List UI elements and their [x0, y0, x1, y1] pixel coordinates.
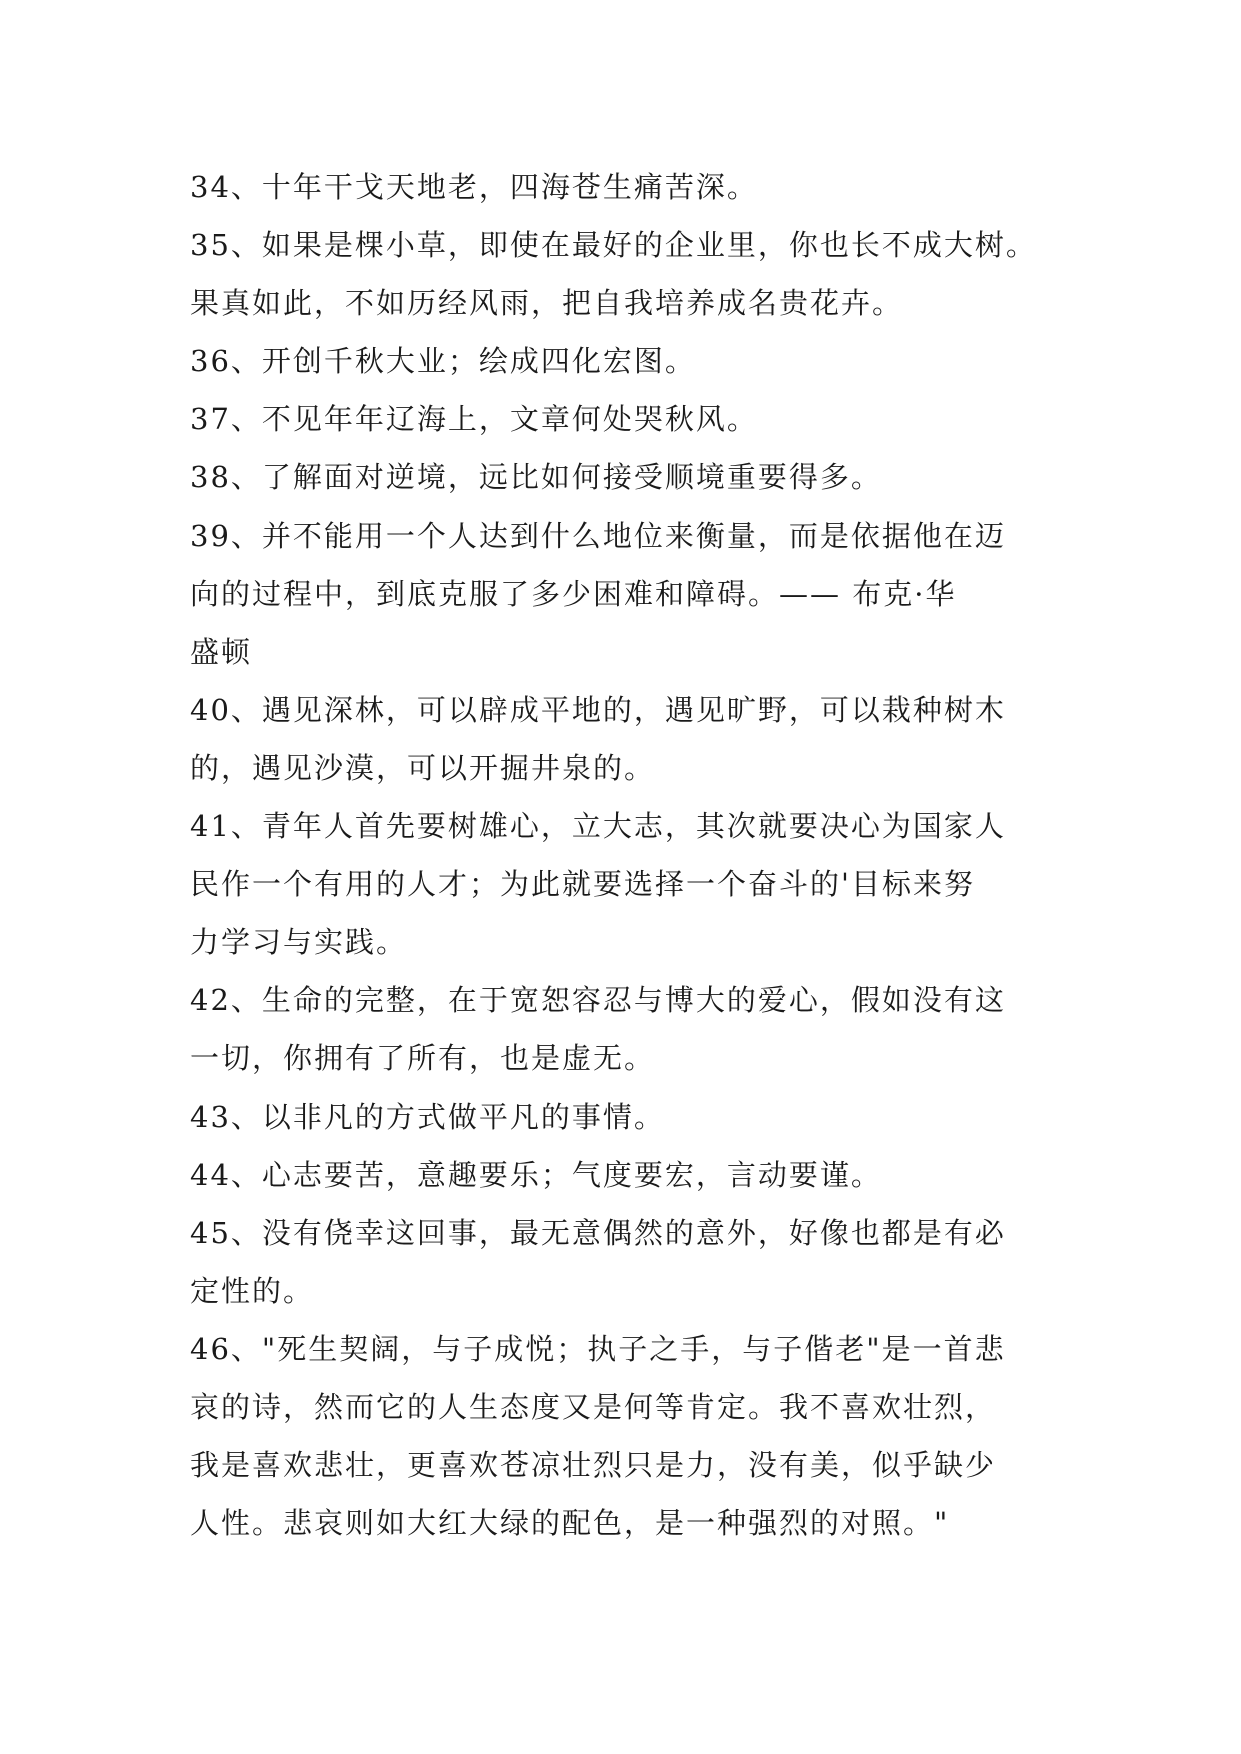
- text-line: 36、开创千秋大业；绘成四化宏图。: [190, 344, 696, 379]
- text-line: 46、"死生契阔，与子成悦；执子之手，与子偕老"是一首悲: [190, 1331, 1006, 1366]
- text-line: 向的过程中，到底克服了多少困难和障碍。—— 布克·华: [190, 576, 957, 611]
- text-line: 37、不见年年辽海上，文章何处哭秋风。: [190, 402, 758, 437]
- text-line: 35、如果是棵小草，即使在最好的企业里，你也长不成大树。: [190, 228, 1037, 263]
- text-line: 我是喜欢悲壮，更喜欢苍凉壮烈只是力，没有美，似乎缺少: [190, 1448, 997, 1483]
- text-line: 盛顿: [190, 634, 253, 669]
- text-line: 力学习与实践。: [190, 925, 408, 960]
- text-line: 38、了解面对逆境，远比如何接受顺境重要得多。: [190, 460, 882, 495]
- text-line: 人性。悲哀则如大红大绿的配色，是一种强烈的对照。": [190, 1506, 950, 1541]
- text-line: 45、没有侥幸这回事，最无意偶然的意外，好像也都是有必: [190, 1215, 1006, 1250]
- text-line: 哀的诗，然而它的人生态度又是何等肯定。我不喜欢壮烈，: [190, 1389, 997, 1424]
- text-line: 的，遇见沙漠，可以开掘井泉的。: [190, 750, 656, 785]
- text-line: 果真如此，不如历经风雨，把自我培养成名贵花卉。: [190, 286, 904, 321]
- text-line: 44、心志要苦，意趣要乐；气度要宏，言动要谨。: [190, 1157, 882, 1192]
- text-line: 39、并不能用一个人达到什么地位来衡量，而是依据他在迈: [190, 518, 1006, 553]
- text-line: 定性的。: [190, 1273, 315, 1308]
- text-line: 民作一个有用的人才；为此就要选择一个奋斗的'目标来努: [190, 867, 975, 902]
- text-line: 一切，你拥有了所有，也是虚无。: [190, 1041, 656, 1076]
- quote-list: [190, 158, 1090, 1552]
- text-line: 43、以非凡的方式做平凡的事情。: [190, 1099, 665, 1134]
- text-line: 34、十年干戈天地老，四海苍生痛苦深。: [190, 170, 758, 204]
- text-line: 42、生命的完整，在于宽恕容忍与博大的爱心，假如没有这: [190, 983, 1006, 1018]
- text-line: 41、青年人首先要树雄心，立大志，其次就要决心为国家人: [190, 809, 1006, 844]
- text-line: 40、遇见深林，可以辟成平地的，遇见旷野，可以栽种树木: [190, 692, 1006, 727]
